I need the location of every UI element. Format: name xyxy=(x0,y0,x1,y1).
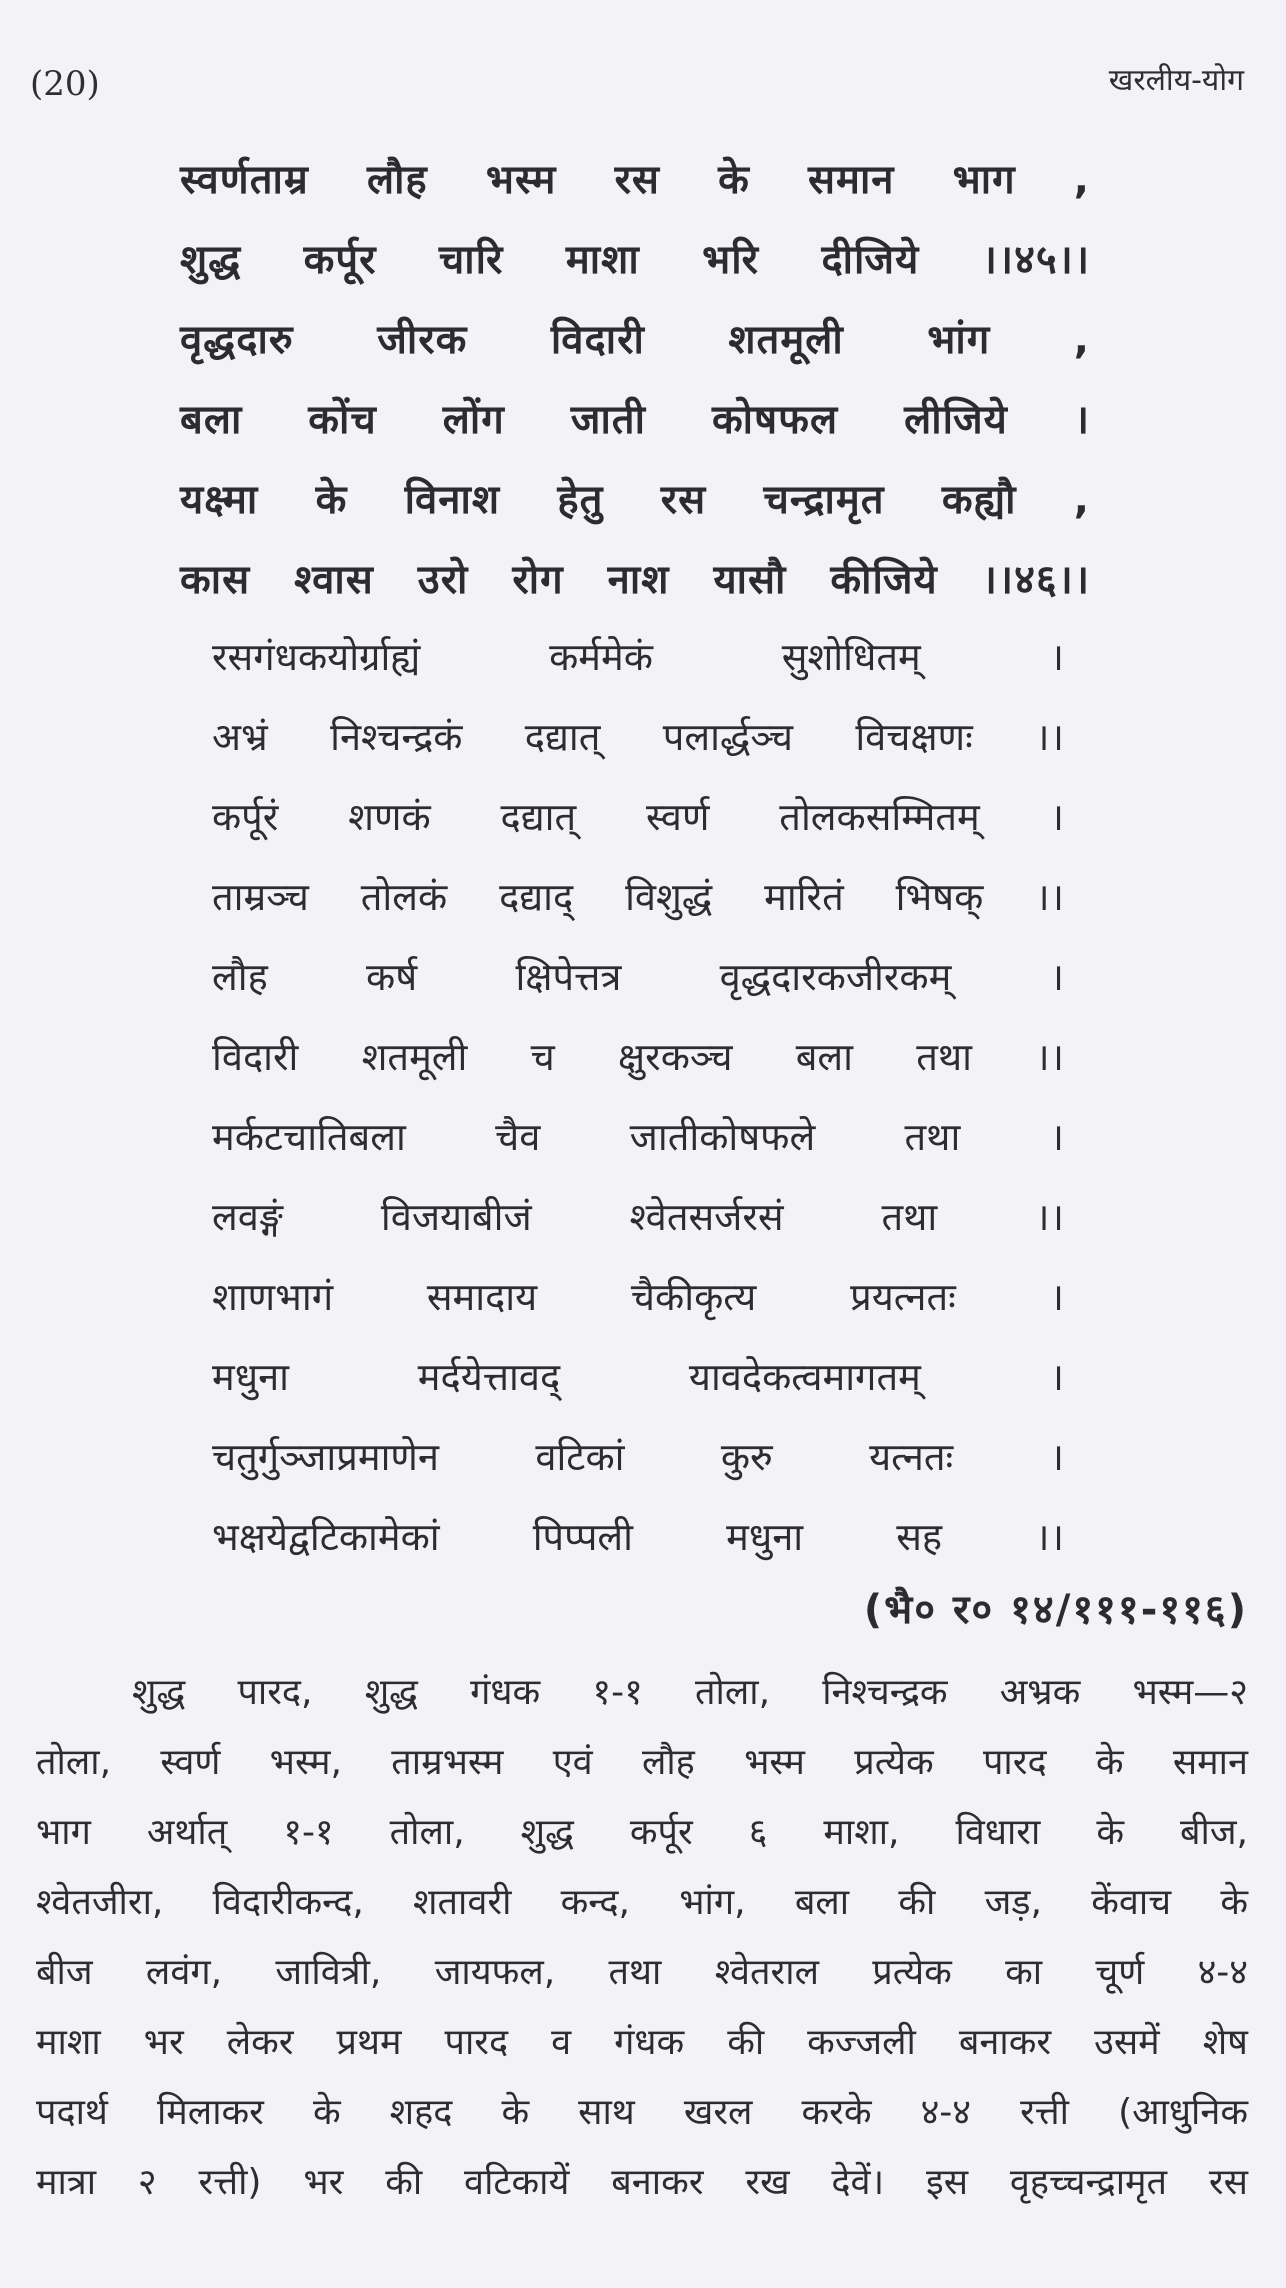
shloka-line: ताम्रञ्च तोलकं दद्याद् विशुद्धं मारितं भिषक् ।। xyxy=(212,875,1064,919)
shloka-line: विदारी शतमूली च क्षुरकञ्च बला तथा ।। xyxy=(212,1035,1064,1079)
paragraph-line: पदार्थ मिलाकर के शहद के साथ खरल करके ४-४ रत्ती (आधुनिक xyxy=(36,2092,1248,2133)
paragraph-line: श्वेतजीरा, विदारीकन्द, शतावरी कन्द, भांग, बला की जड़, केंवाच के xyxy=(36,1882,1248,1923)
commentary-paragraph xyxy=(36,1666,1248,2226)
hindi-verse-block xyxy=(180,150,1090,630)
paragraph-line: मात्रा २ रत्ती) भर की वटिकायें बनाकर रख देवें। इस वृहच्चन्द्रामृत रस xyxy=(36,2162,1248,2203)
shloka-line: कर्पूरं शणकं दद्यात् स्वर्ण तोलकसम्मितम् । xyxy=(212,795,1064,839)
verse-line: वृद्धदारु जीरक विदारी शतमूली भांग , xyxy=(180,317,1090,363)
verse-line: बला कोंच लोंग जाती कोषफल लीजिये । xyxy=(180,397,1090,443)
verse-line: स्वर्णताम्र लौह भस्म रस के समान भाग , xyxy=(180,157,1090,203)
verse-line: यक्ष्मा के विनाश हेतु रस चन्द्रामृत कह्यौ , xyxy=(180,477,1090,523)
verse-line: कास श्वास उरो रोग नाश यासौ कीजिये ।।४६।। xyxy=(180,557,1090,603)
paragraph-line: बीज लवंग, जावित्री, जायफल, तथा श्वेतराल प्रत्येक का चूर्ण ४-४ xyxy=(36,1952,1248,1993)
paragraph-line: शुद्ध पारद, शुद्ध गंधक १-१ तोला, निश्चन्द्रक अभ्रक भस्म—२ xyxy=(132,1672,1248,1713)
paragraph-line: भाग अर्थात् १-१ तोला, शुद्ध कर्पूर ६ माशा, विधारा के बीज, xyxy=(36,1812,1248,1853)
paragraph-line: माशा भर लेकर प्रथम पारद व गंधक की कज्जली बनाकर उसमें शेष xyxy=(36,2022,1248,2063)
verse-line: शुद्ध कर्पूर चारि माशा भरि दीजिये ।।४५।। xyxy=(180,237,1090,283)
shloka-line: रसगंधकयोर्ग्राह्यं कर्ममेकं सुशोधितम् । xyxy=(212,635,1064,679)
source-reference: (भै० र० १४/१११-११६) xyxy=(863,1587,1248,1633)
shloka-line: लवङ्गं विजयाबीजं श्वेतसर्जरसं तथा ।। xyxy=(212,1195,1064,1239)
shloka-line: लौह कर्ष क्षिपेत्तत्र वृद्धदारकजीरकम् । xyxy=(212,955,1064,999)
shloka-line: मधुना मर्दयेत्तावद् यावदेकत्वमागतम् । xyxy=(212,1355,1064,1399)
shloka-line: चतुर्गुञ्जाप्रमाणेन वटिकां कुरु यत्नतः । xyxy=(212,1435,1064,1479)
paragraph-line: तोला, स्वर्ण भस्म, ताम्रभस्म एवं लौह भस्म प्रत्येक पारद के समान xyxy=(36,1742,1248,1783)
shloka-line: भक्षयेद्वटिकामेकां पिप्पली मधुना सह ।। xyxy=(212,1515,1064,1559)
shloka-line: मर्कटचातिबला चैव जातीकोषफले तथा । xyxy=(212,1115,1064,1159)
shloka-line: शाणभागं समादाय चैकीकृत्य प्रयत्नतः । xyxy=(212,1275,1064,1319)
sanskrit-shloka-block xyxy=(212,630,1064,1590)
running-head: खरलीय-योग xyxy=(1108,63,1244,98)
page-number: (20) xyxy=(30,64,100,104)
shloka-line: अभ्रं निश्चन्द्रकं दद्यात् पलार्द्धञ्च विचक्षणः ।। xyxy=(212,715,1064,759)
